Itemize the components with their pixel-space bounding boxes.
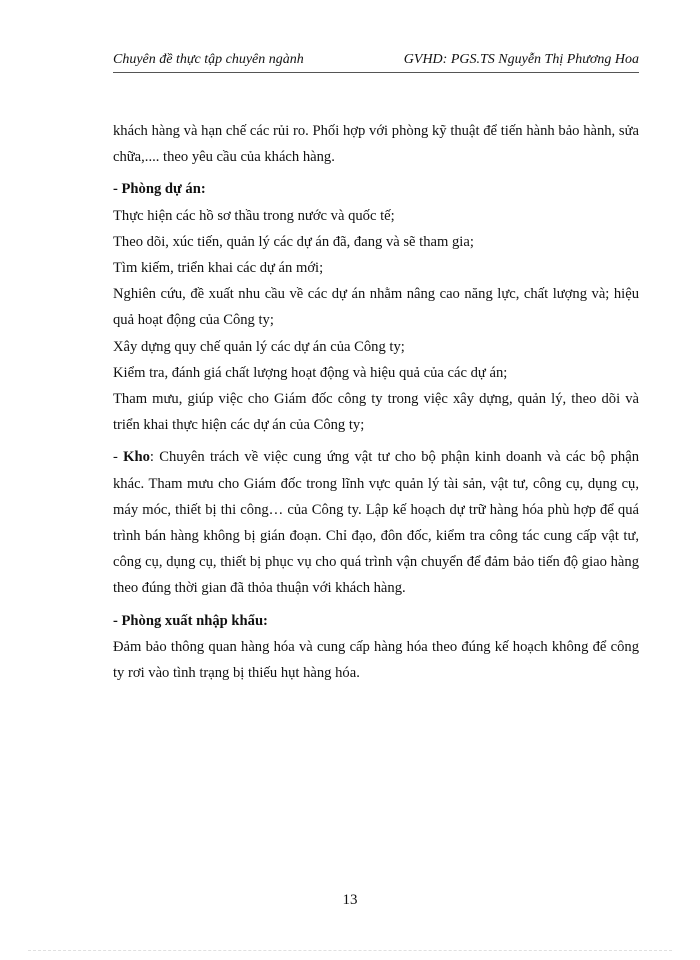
warehouse-prefix: -: [113, 449, 124, 466]
project-duty-5: Xây dựng quy chế quản lý các dự án của Công ty;: [113, 338, 405, 355]
page-bottom-divider: [28, 950, 672, 951]
import-export-heading: - Phòng xuất nhập khẩu:: [113, 612, 268, 629]
project-duty-1: Thực hiện các hồ sơ thầu trong nước và quốc tế;: [113, 207, 395, 224]
project-duty-2: Theo dõi, xúc tiến, quản lý các dự án đã, đang và sẽ tham gia;: [113, 233, 474, 250]
page-header: [113, 50, 639, 73]
project-duty-6: Kiểm tra, đánh giá chất lượng hoạt động và hiệu quả của các dự án;: [113, 364, 508, 381]
header-course-title: Chuyên đề thực tập chuyên ngành: [113, 52, 304, 67]
document-body: [113, 118, 639, 686]
import-export-text: Đảm bảo thông quan hàng hóa và cung cấp hàng hóa theo đúng kế hoạch không để công ty rơi vào tình trạng bị thiếu hụt hàng hóa.: [113, 638, 639, 682]
warehouse-paragraph: [113, 444, 639, 601]
warehouse-label: Kho: [123, 449, 150, 466]
intro-paragraph: khách hàng và hạn chế các rủi ro. Phối hợp với phòng kỹ thuật để tiến hành bảo hành, sửa chữa,.... theo yêu cầu của khách hàng.: [113, 123, 639, 166]
header-supervisor: GVHD: PGS.TS Nguyễn Thị Phương Hoa: [403, 52, 639, 67]
warehouse-text: : Chuyên trách về việc cung ứng vật tư cho bộ phận kinh doanh và các bộ phận khác. Tham mưu cho Giám đốc trong lĩnh vực quản lý tài sản, vật tư, công cụ, dụng cụ, máy móc, thiết bị thi công… của Công ty. Lập kế hoạch dự trữ hàng hóa phù hợp để quá trình bán hàng không bị gián đoạn. Chỉ đạo, đôn đốc, kiểm tra công tác cung cấp vật tư, công cụ, dụng cụ, thiết bị phục vụ cho quá trình vận chuyển để đảm bảo tiến độ giao hàng theo đúng thời gian đã thỏa thuận với khách hàng.: [113, 449, 639, 597]
project-duty-4: Nghiên cứu, đề xuất nhu cầu về các dự án nhằm nâng cao năng lực, chất lượng và; hiệu quả hoạt động của Công ty;: [113, 286, 639, 329]
project-duty-3: Tìm kiếm, triển khai các dự án mới;: [113, 260, 324, 277]
page-number: 13: [342, 892, 358, 908]
project-duty-7: Tham mưu, giúp việc cho Giám đốc công ty trong việc xây dựng, quản lý, theo dõi và triển khai thực hiện các dự án của Công ty;: [113, 391, 639, 434]
project-dept-heading: - Phòng dự án:: [113, 181, 206, 198]
